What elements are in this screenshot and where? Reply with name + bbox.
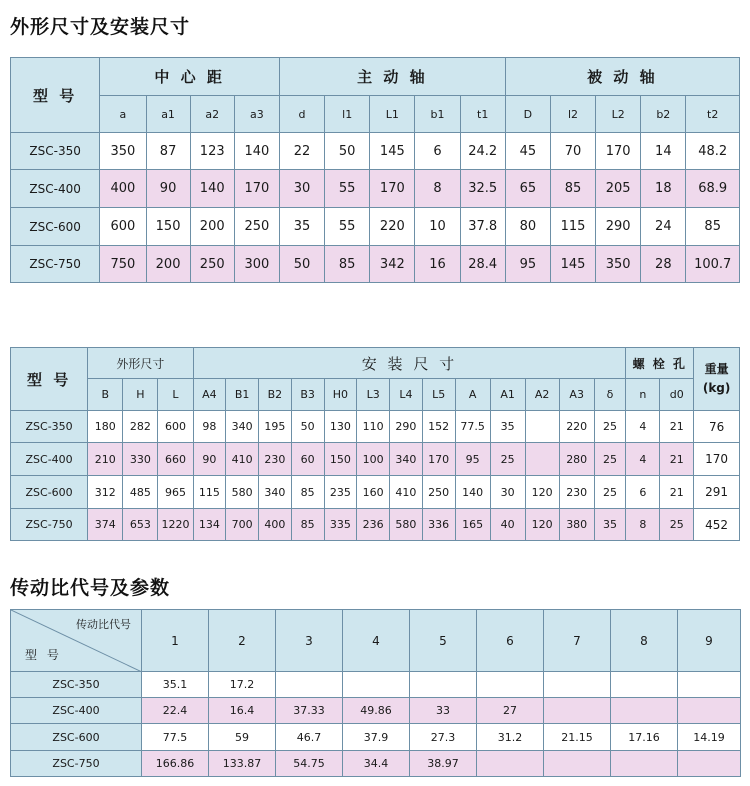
col-header-t1: t1 <box>460 96 505 133</box>
ratio-code-header: 9 <box>678 610 741 672</box>
value-cell: 152 <box>422 411 455 443</box>
value-cell: 110 <box>357 411 390 443</box>
value-cell: 98 <box>193 411 226 443</box>
value-cell: 200 <box>146 246 190 283</box>
value-cell: 170 <box>596 133 641 170</box>
value-cell: 16.4 <box>209 698 276 724</box>
col-header-l2: l2 <box>550 96 595 133</box>
value-cell: 27 <box>477 698 544 724</box>
value-cell <box>544 751 611 777</box>
col-header-a: a <box>100 96 146 133</box>
model-name: ZSC-750 <box>11 509 88 541</box>
value-cell: 50 <box>291 411 324 443</box>
value-cell <box>276 672 343 698</box>
ratio-code-header: 6 <box>477 610 544 672</box>
value-cell: 335 <box>324 509 357 541</box>
value-cell <box>477 672 544 698</box>
value-cell: 380 <box>559 509 594 541</box>
value-cell: 38.97 <box>410 751 477 777</box>
model-name: ZSC-600 <box>11 208 100 246</box>
value-cell: 236 <box>357 509 390 541</box>
value-cell: 115 <box>193 476 226 509</box>
value-cell: 410 <box>390 476 423 509</box>
model-header: 型 号 <box>11 348 88 411</box>
value-cell: 31.2 <box>477 724 544 751</box>
value-cell: 60 <box>291 443 324 476</box>
value-cell: 410 <box>226 443 259 476</box>
value-cell: 85 <box>291 509 324 541</box>
col-header-a4: A4 <box>193 379 226 411</box>
value-cell: 350 <box>596 246 641 283</box>
value-cell: 35 <box>279 208 324 246</box>
value-cell: 700 <box>226 509 259 541</box>
value-cell: 30 <box>279 170 324 208</box>
value-cell: 14 <box>641 133 686 170</box>
value-cell: 24 <box>641 208 686 246</box>
value-cell: 653 <box>123 509 158 541</box>
ratio-code-header: 4 <box>343 610 410 672</box>
value-cell: 87 <box>146 133 190 170</box>
col-header-a2: A2 <box>525 379 559 411</box>
value-cell: 140 <box>455 476 490 509</box>
value-cell: 27.3 <box>410 724 477 751</box>
value-cell: 25 <box>594 411 626 443</box>
ratio-code-header: 8 <box>611 610 678 672</box>
value-cell: 33 <box>410 698 477 724</box>
value-cell <box>678 751 741 777</box>
value-cell: 6 <box>626 476 660 509</box>
col-header-l3: L3 <box>357 379 390 411</box>
value-cell: 145 <box>550 246 595 283</box>
value-cell: 400 <box>259 509 292 541</box>
model-name: ZSC-400 <box>11 698 142 724</box>
value-cell: 340 <box>226 411 259 443</box>
ratio-code-header: 7 <box>544 610 611 672</box>
value-cell <box>611 751 678 777</box>
table-row <box>11 411 740 443</box>
model-name: ZSC-350 <box>11 672 142 698</box>
value-cell: 6 <box>415 133 460 170</box>
value-cell: 336 <box>422 509 455 541</box>
value-cell: 25 <box>594 443 626 476</box>
value-cell: 55 <box>325 170 370 208</box>
col-header-a3: A3 <box>559 379 594 411</box>
value-cell: 134 <box>193 509 226 541</box>
value-cell <box>410 672 477 698</box>
value-cell <box>525 443 559 476</box>
value-cell: 21 <box>660 476 694 509</box>
col-header-h0: H0 <box>324 379 357 411</box>
value-cell: 340 <box>390 443 423 476</box>
weight-unit: (kg) <box>702 381 731 395</box>
value-cell: 166.86 <box>142 751 209 777</box>
col-header-b1: B1 <box>226 379 259 411</box>
dimensions-table <box>10 57 740 283</box>
value-cell: 10 <box>415 208 460 246</box>
section-title-ratios: 传动比代号及参数 <box>10 577 171 599</box>
ratio-code-header: 1 <box>142 610 209 672</box>
value-cell: 374 <box>88 509 123 541</box>
table-row <box>11 672 741 698</box>
weight-value: 76 <box>694 411 740 443</box>
value-cell: 77.5 <box>142 724 209 751</box>
weight-header <box>694 348 740 411</box>
value-cell: 48.2 <box>686 133 740 170</box>
value-cell: 170 <box>422 443 455 476</box>
value-cell: 290 <box>390 411 423 443</box>
value-cell: 160 <box>357 476 390 509</box>
value-cell: 280 <box>559 443 594 476</box>
value-cell: 85 <box>550 170 595 208</box>
value-cell: 485 <box>123 476 158 509</box>
value-cell: 25 <box>490 443 525 476</box>
model-name: ZSC-750 <box>11 751 142 777</box>
value-cell: 21 <box>660 411 694 443</box>
model-header: 型 号 <box>11 58 100 133</box>
model-label: 型 号 <box>25 648 62 662</box>
value-cell: 340 <box>259 476 292 509</box>
value-cell <box>477 751 544 777</box>
installation-table <box>10 347 740 541</box>
col-header-a3: a3 <box>234 96 279 133</box>
col-header-l5: L5 <box>422 379 455 411</box>
value-cell: 65 <box>505 170 550 208</box>
value-cell: 32.5 <box>460 170 505 208</box>
value-cell <box>544 698 611 724</box>
value-cell: 120 <box>525 476 559 509</box>
value-cell: 17.16 <box>611 724 678 751</box>
value-cell: 55 <box>325 208 370 246</box>
value-cell: 80 <box>505 208 550 246</box>
driving-shaft-header: 主 动 轴 <box>279 58 505 96</box>
value-cell: 600 <box>100 208 146 246</box>
value-cell: 34.4 <box>343 751 410 777</box>
value-cell: 342 <box>370 246 415 283</box>
value-cell: 660 <box>158 443 193 476</box>
value-cell: 1220 <box>158 509 193 541</box>
value-cell: 140 <box>234 133 279 170</box>
installation-size-header: 安 装 尺 寸 <box>193 348 626 379</box>
col-header-l1: L1 <box>370 96 415 133</box>
col-header-b2: b2 <box>641 96 686 133</box>
value-cell: 600 <box>158 411 193 443</box>
value-cell: 312 <box>88 476 123 509</box>
value-cell: 282 <box>123 411 158 443</box>
col-header-δ: δ <box>594 379 626 411</box>
col-header-b: B <box>88 379 123 411</box>
table-row <box>11 724 741 751</box>
value-cell: 70 <box>550 133 595 170</box>
value-cell: 4 <box>626 411 660 443</box>
value-cell: 50 <box>325 133 370 170</box>
value-cell: 965 <box>158 476 193 509</box>
value-cell: 37.9 <box>343 724 410 751</box>
value-cell: 170 <box>370 170 415 208</box>
value-cell <box>611 672 678 698</box>
value-cell: 22 <box>279 133 324 170</box>
value-cell: 8 <box>415 170 460 208</box>
weight-label: 重量 <box>704 362 729 376</box>
col-header-l4: L4 <box>390 379 423 411</box>
value-cell: 22.4 <box>142 698 209 724</box>
weight-value: 291 <box>694 476 740 509</box>
model-name: ZSC-350 <box>11 133 100 170</box>
value-cell: 145 <box>370 133 415 170</box>
value-cell: 250 <box>234 208 279 246</box>
value-cell: 49.86 <box>343 698 410 724</box>
value-cell <box>343 672 410 698</box>
value-cell: 21.15 <box>544 724 611 751</box>
col-header-l2: L2 <box>596 96 641 133</box>
col-header-h: H <box>123 379 158 411</box>
value-cell: 170 <box>234 170 279 208</box>
value-cell: 21 <box>660 443 694 476</box>
value-cell: 250 <box>190 246 234 283</box>
value-cell: 16 <box>415 246 460 283</box>
value-cell: 115 <box>550 208 595 246</box>
value-cell: 210 <box>88 443 123 476</box>
value-cell: 54.75 <box>276 751 343 777</box>
col-header-n: n <box>626 379 660 411</box>
value-cell: 133.87 <box>209 751 276 777</box>
value-cell: 350 <box>100 133 146 170</box>
value-cell: 68.9 <box>686 170 740 208</box>
value-cell: 14.19 <box>678 724 741 751</box>
value-cell: 35 <box>490 411 525 443</box>
table-row <box>11 443 740 476</box>
ratio-code-header: 2 <box>209 610 276 672</box>
value-cell: 205 <box>596 170 641 208</box>
col-header-l1: l1 <box>325 96 370 133</box>
value-cell: 37.33 <box>276 698 343 724</box>
value-cell: 130 <box>324 411 357 443</box>
weight-value: 452 <box>694 509 740 541</box>
table-row <box>11 170 740 208</box>
value-cell: 150 <box>324 443 357 476</box>
ratio-code-header: 5 <box>410 610 477 672</box>
value-cell: 120 <box>525 509 559 541</box>
model-name: ZSC-750 <box>11 246 100 283</box>
value-cell: 8 <box>626 509 660 541</box>
ratio-code-label: 传动比代号 <box>76 618 131 631</box>
value-cell: 580 <box>390 509 423 541</box>
model-name: ZSC-600 <box>11 724 142 751</box>
value-cell: 165 <box>455 509 490 541</box>
col-header-b1: b1 <box>415 96 460 133</box>
value-cell: 59 <box>209 724 276 751</box>
value-cell: 50 <box>279 246 324 283</box>
value-cell: 750 <box>100 246 146 283</box>
ratio-code-header: 3 <box>276 610 343 672</box>
value-cell: 30 <box>490 476 525 509</box>
value-cell <box>544 672 611 698</box>
col-header-a1: A1 <box>490 379 525 411</box>
value-cell <box>678 672 741 698</box>
model-name: ZSC-600 <box>11 476 88 509</box>
col-header-a1: a1 <box>146 96 190 133</box>
value-cell: 235 <box>324 476 357 509</box>
value-cell: 220 <box>559 411 594 443</box>
value-cell: 200 <box>190 208 234 246</box>
value-cell <box>678 698 741 724</box>
table-row <box>11 246 740 283</box>
table-row <box>11 698 741 724</box>
driven-shaft-header: 被 动 轴 <box>505 58 739 96</box>
value-cell: 95 <box>455 443 490 476</box>
value-cell: 330 <box>123 443 158 476</box>
col-header-a: A <box>455 379 490 411</box>
value-cell: 85 <box>686 208 740 246</box>
value-cell: 77.5 <box>455 411 490 443</box>
center-distance-header: 中 心 距 <box>100 58 280 96</box>
value-cell: 123 <box>190 133 234 170</box>
value-cell: 25 <box>594 476 626 509</box>
table-row <box>11 133 740 170</box>
table-row <box>11 208 740 246</box>
value-cell: 230 <box>259 443 292 476</box>
value-cell <box>611 698 678 724</box>
table-row <box>11 751 741 777</box>
value-cell: 250 <box>422 476 455 509</box>
col-header-b3: B3 <box>291 379 324 411</box>
value-cell: 100.7 <box>686 246 740 283</box>
col-header-a2: a2 <box>190 96 234 133</box>
value-cell: 85 <box>291 476 324 509</box>
value-cell: 46.7 <box>276 724 343 751</box>
value-cell: 45 <box>505 133 550 170</box>
model-name: ZSC-350 <box>11 411 88 443</box>
value-cell: 35 <box>594 509 626 541</box>
value-cell: 37.8 <box>460 208 505 246</box>
bolt-hole-header: 螺 栓 孔 <box>626 348 694 379</box>
value-cell <box>525 411 559 443</box>
weight-value: 170 <box>694 443 740 476</box>
value-cell: 95 <box>505 246 550 283</box>
value-cell: 180 <box>88 411 123 443</box>
value-cell: 17.2 <box>209 672 276 698</box>
value-cell: 290 <box>596 208 641 246</box>
col-header-d: d <box>279 96 324 133</box>
value-cell: 4 <box>626 443 660 476</box>
value-cell: 24.2 <box>460 133 505 170</box>
value-cell: 580 <box>226 476 259 509</box>
section-title-dimensions: 外形尺寸及安装尺寸 <box>10 16 191 38</box>
table-row <box>11 476 740 509</box>
value-cell: 28 <box>641 246 686 283</box>
value-cell: 25 <box>660 509 694 541</box>
value-cell: 40 <box>490 509 525 541</box>
value-cell: 150 <box>146 208 190 246</box>
col-header-t2: t2 <box>686 96 740 133</box>
model-name: ZSC-400 <box>11 443 88 476</box>
outline-size-header: 外形尺寸 <box>88 348 193 379</box>
value-cell: 220 <box>370 208 415 246</box>
table-row <box>11 509 740 541</box>
value-cell: 195 <box>259 411 292 443</box>
value-cell: 100 <box>357 443 390 476</box>
ratio-corner-cell <box>11 610 142 672</box>
col-header-l: L <box>158 379 193 411</box>
value-cell: 300 <box>234 246 279 283</box>
model-name: ZSC-400 <box>11 170 100 208</box>
value-cell: 85 <box>325 246 370 283</box>
value-cell: 90 <box>193 443 226 476</box>
value-cell: 140 <box>190 170 234 208</box>
col-header-b2: B2 <box>259 379 292 411</box>
value-cell: 18 <box>641 170 686 208</box>
value-cell: 28.4 <box>460 246 505 283</box>
value-cell: 400 <box>100 170 146 208</box>
col-header-d0: d0 <box>660 379 694 411</box>
value-cell: 35.1 <box>142 672 209 698</box>
col-header-d: D <box>505 96 550 133</box>
ratio-table <box>10 609 741 777</box>
value-cell: 230 <box>559 476 594 509</box>
value-cell: 90 <box>146 170 190 208</box>
